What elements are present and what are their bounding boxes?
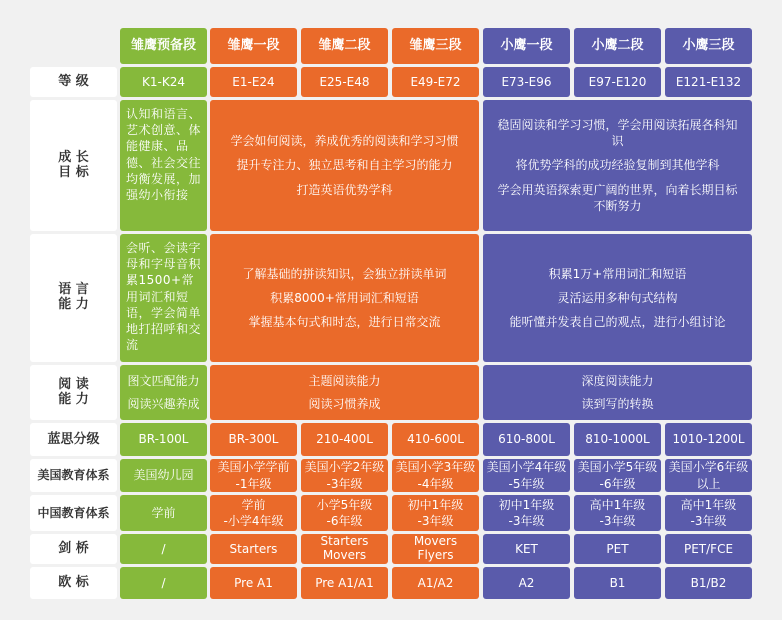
language-hatchling-line3: 掌握基本句式和时态，进行日常交流 [248, 315, 441, 330]
us-h1-line1: 美国小学学前 [217, 460, 290, 475]
reading-pre-line1: 图文匹配能力 [127, 374, 200, 389]
us-h1 [210, 459, 297, 492]
row-label-reading-line2: 能 力 [58, 391, 89, 407]
us-h2 [301, 459, 388, 492]
header-pre-stage: 雏鹰预备段 [120, 28, 207, 64]
lexile-pre: BR-100L [120, 423, 207, 456]
row-label-china-education: 中国教育体系 [30, 495, 117, 531]
lexile-x1: 610-800L [483, 423, 570, 456]
cn-h1-line1: 学前 [241, 497, 266, 512]
cefr-h3: A1/A2 [392, 567, 479, 599]
language-pre: 会听、会读字母和字母音积累1500+常用词汇和短语，学会简单地打招呼和交流 [120, 234, 207, 362]
cambridge-pre [120, 534, 207, 564]
cambridge-x1 [483, 534, 570, 564]
header-eagle-1: 小鹰一段 [483, 28, 570, 64]
us-h1-line2: -1年级 [235, 476, 272, 491]
cn-x2-line1: 高中1年级 [589, 497, 646, 512]
header-eagle-3: 小鹰三段 [665, 28, 752, 64]
cn-x1-line1: 初中1年级 [498, 497, 555, 512]
lexile-h2: 210-400L [301, 423, 388, 456]
language-hatchling-line1: 了解基础的拼读知识，会独立拼读单词 [242, 266, 447, 281]
us-x3 [665, 459, 752, 492]
reading-eagle-line1: 深度阅读能力 [581, 374, 654, 389]
language-eagle-line1: 积累1万+常用词汇和短语 [548, 266, 687, 281]
us-x2-line2: -6年级 [599, 476, 636, 491]
us-pre [120, 459, 207, 492]
cefr-pre: / [120, 567, 207, 599]
goal-eagle [483, 100, 752, 231]
level-x1: E73-E96 [483, 67, 570, 97]
cambridge-h2 [301, 534, 388, 564]
goal-hatchling-line1: 学会如何阅读，养成优秀的阅读和学习习惯 [230, 134, 459, 149]
language-eagle-line2: 灵活运用多种句式结构 [557, 290, 678, 305]
us-x3-line1: 美国小学6年级 [668, 460, 749, 475]
cn-h1-line2: -小学4年级 [223, 514, 284, 528]
row-label-cambridge: 剑 桥 [30, 534, 117, 564]
cn-h3-line1: 初中1年级 [407, 497, 464, 512]
cn-pre-line1: 学前 [151, 505, 176, 520]
cefr-h1: Pre A1 [210, 567, 297, 599]
us-h2-line2: -3年级 [326, 476, 363, 491]
cn-x1 [483, 495, 570, 531]
reading-pre-line2: 阅读兴趣养成 [127, 396, 200, 411]
cn-x3-line2: -3年级 [690, 514, 727, 528]
cambridge-h3-line2: Flyers [417, 548, 454, 562]
us-x1-line2: -5年级 [508, 476, 545, 491]
goal-hatchling [210, 100, 479, 231]
cambridge-pre-line1: / [161, 541, 166, 556]
header-hatchling-2: 雏鹰二段 [301, 28, 388, 64]
language-hatchling-line2: 积累8000+常用词汇和短语 [270, 290, 419, 305]
cn-h1 [210, 495, 297, 531]
cn-x1-line2: -3年级 [508, 514, 545, 528]
level-pre: K1-K24 [120, 67, 207, 97]
cambridge-x2-line1: PET [606, 541, 629, 556]
row-label-reading [30, 365, 117, 420]
level-x2: E97-E120 [574, 67, 661, 97]
us-x1 [483, 459, 570, 492]
row-label-growth-goal-line2: 目 标 [58, 164, 89, 180]
cambridge-x3 [665, 534, 752, 564]
row-label-growth-goal [30, 100, 117, 231]
goal-eagle-line1: 稳固阅读和学习习惯，学会用阅读拓展各科知识 [497, 118, 738, 149]
us-h2-line1: 美国小学2年级 [304, 460, 385, 475]
us-pre-line1: 美国幼儿园 [133, 468, 194, 483]
cn-x2 [574, 495, 661, 531]
level-h3: E49-E72 [392, 67, 479, 97]
goal-eagle-line2: 将优势学科的成功经验复制到其他学科 [515, 158, 720, 173]
lexile-x2: 810-1000L [574, 423, 661, 456]
row-label-reading-line1: 阅 读 [58, 376, 89, 392]
row-label-growth-goal-line1: 成 长 [58, 149, 89, 165]
cn-h2-line1: 小学5年级 [316, 497, 373, 512]
cn-x3-line1: 高中1年级 [680, 497, 737, 512]
us-x2-line1: 美国小学5年级 [577, 460, 658, 475]
cambridge-x3-line1: PET/FCE [683, 541, 734, 556]
language-hatchling [210, 234, 479, 362]
goal-hatchling-line3: 打造英语优势学科 [296, 182, 393, 197]
row-label-language-line2: 能 力 [58, 297, 89, 312]
row-label-level: 等 级 [30, 67, 117, 97]
us-h3-line2: -4年级 [417, 476, 454, 491]
header-hatchling-3: 雏鹰三段 [392, 28, 479, 64]
language-eagle-line3: 能听懂并发表自己的观点，进行小组讨论 [509, 315, 726, 330]
cefr-h2: Pre A1/A1 [301, 567, 388, 599]
cn-x2-line2: -3年级 [599, 514, 636, 528]
lexile-x3: 1010-1200L [665, 423, 752, 456]
cambridge-h3 [392, 534, 479, 564]
header-eagle-2: 小鹰二段 [574, 28, 661, 64]
cambridge-h1-line1: Starters [229, 541, 278, 556]
cambridge-x1-line1: KET [515, 541, 538, 556]
cambridge-h3-line1: Movers [413, 534, 458, 549]
cn-h3 [392, 495, 479, 531]
reading-hatchling [210, 365, 479, 420]
level-h1: E1-E24 [210, 67, 297, 97]
cambridge-h1 [210, 534, 297, 564]
us-x1-line1: 美国小学4年级 [486, 460, 567, 475]
header-hatchling-1: 雏鹰一段 [210, 28, 297, 64]
goal-hatchling-line2: 提升专注力、独立思考和自主学习的能力 [236, 158, 453, 173]
row-label-cefr: 欧 标 [30, 567, 117, 599]
lexile-h1: BR-300L [210, 423, 297, 456]
cn-h3-line2: -3年级 [417, 514, 454, 528]
row-label-lexile: 蓝思分级 [30, 423, 117, 456]
lexile-h3: 410-600L [392, 423, 479, 456]
language-eagle [483, 234, 752, 362]
reading-hatchling-line1: 主题阅读能力 [308, 374, 381, 389]
cefr-x2: B1 [574, 567, 661, 599]
reading-hatchling-line2: 阅读习惯养成 [308, 396, 381, 411]
goal-eagle-line3: 学会用英语探索更广阔的世界，向着长期目标不断努力 [497, 182, 738, 213]
cn-h2-line2: -6年级 [326, 514, 363, 528]
cambridge-h2-line2: Movers [322, 548, 367, 562]
reading-eagle-line2: 读到写的转换 [581, 396, 654, 411]
level-x3: E121-E132 [665, 67, 752, 97]
cefr-x1: A2 [483, 567, 570, 599]
reading-pre [120, 365, 207, 420]
cambridge-h2-line1: Starters [320, 534, 369, 549]
cefr-x3: B1/B2 [665, 567, 752, 599]
row-label-language [30, 234, 117, 362]
row-label-us-education: 美国教育体系 [30, 459, 117, 492]
us-h3-line1: 美国小学3年级 [395, 460, 476, 475]
row-label-language-line1: 语 言 [58, 282, 89, 298]
cn-h2 [301, 495, 388, 531]
us-h3 [392, 459, 479, 492]
cn-pre [120, 495, 207, 531]
level-h2: E25-E48 [301, 67, 388, 97]
cn-x3 [665, 495, 752, 531]
goal-pre: 认知和语言、艺术创意、体能健康、品德、社会交往均衡发展，加强幼小衔接 [120, 100, 207, 231]
us-x2 [574, 459, 661, 492]
cambridge-x2 [574, 534, 661, 564]
reading-eagle [483, 365, 752, 420]
us-x3-line2: 以上 [696, 476, 721, 491]
